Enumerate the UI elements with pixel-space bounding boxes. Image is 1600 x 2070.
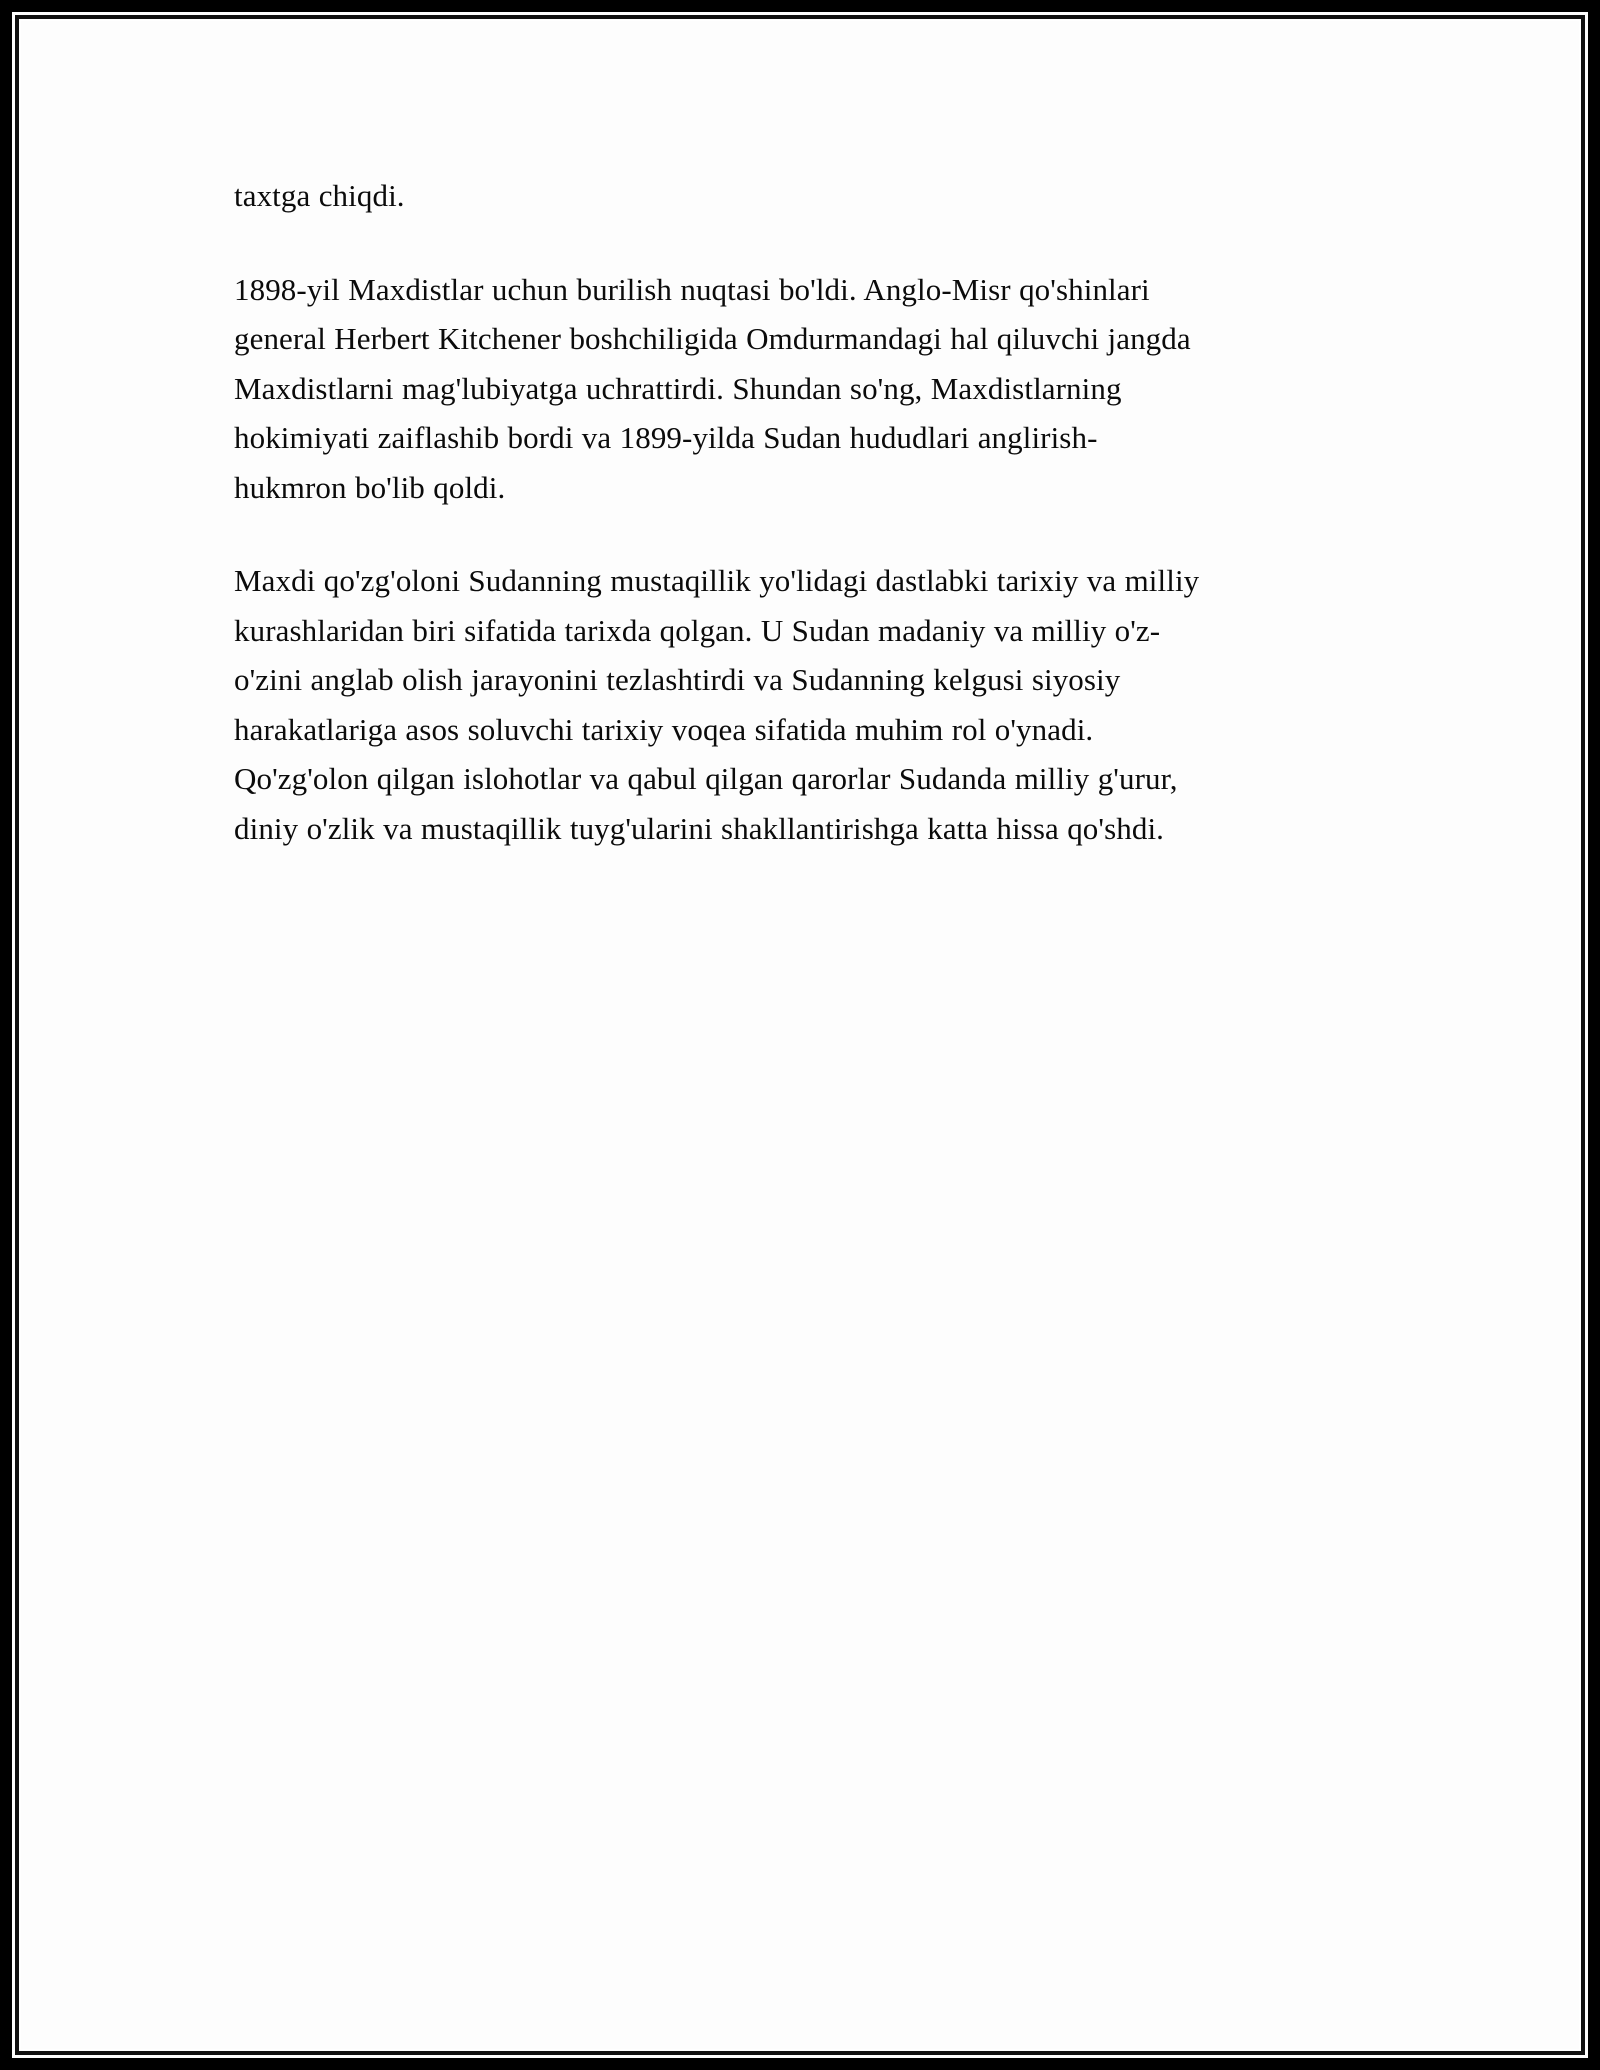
- text-line: hokimiyati zaiflashib bordi va 1899-yilda Sudan hududlari anglirish-: [234, 420, 1098, 455]
- page-gutter: [12, 12, 1588, 2058]
- text-line: diniy o'zlik va mustaqillik tuyg'ularini shakllantirishga katta hissa qo'shdi.: [234, 810, 1165, 846]
- document-text-body: [234, 171, 1364, 853]
- text-line: 1898-yil Maxdistlar uchun burilish nuqtasi bo'ldi. Anglo-Misr qo'shinlari: [234, 271, 1150, 307]
- text-line: taxtga chiqdi.: [234, 178, 405, 213]
- text-line: kurashlaridan biri sifatida tarixda qolgan. U Sudan madaniy va milliy o'z-: [234, 612, 1161, 648]
- paragraph-2: [234, 265, 1364, 513]
- page-border: [15, 15, 1585, 2055]
- paragraph-3: [234, 556, 1364, 853]
- document-page: [21, 21, 1579, 2049]
- text-line: general Herbert Kitchener boshchiligida Omdurmandagi hal qiluvchi jangda: [234, 321, 1191, 356]
- text-line: harakatlariga asos soluvchi tarixiy voqea sifatida muhim rol o'ynadi.: [234, 711, 1094, 747]
- text-line: Qo'zg'olon qilgan islohotlar va qabul qilgan qarorlar Sudanda milliy g'urur,: [234, 761, 1178, 796]
- text-line: Maxdistlarni mag'lubiyatga uchrattirdi. Shundan so'ng, Maxdistlarning: [234, 370, 1122, 406]
- paragraph-1: [234, 171, 1364, 221]
- text-line: o'zini anglab olish jarayonini tezlashtirdi va Sudanning kelgusi siyosiy: [234, 662, 1121, 697]
- text-line: hukmron bo'lib qoldi.: [234, 469, 506, 505]
- text-line: Maxdi qo'zg'oloni Sudanning mustaqillik yo'lidagi dastlabki tarixiy va milliy: [234, 563, 1200, 598]
